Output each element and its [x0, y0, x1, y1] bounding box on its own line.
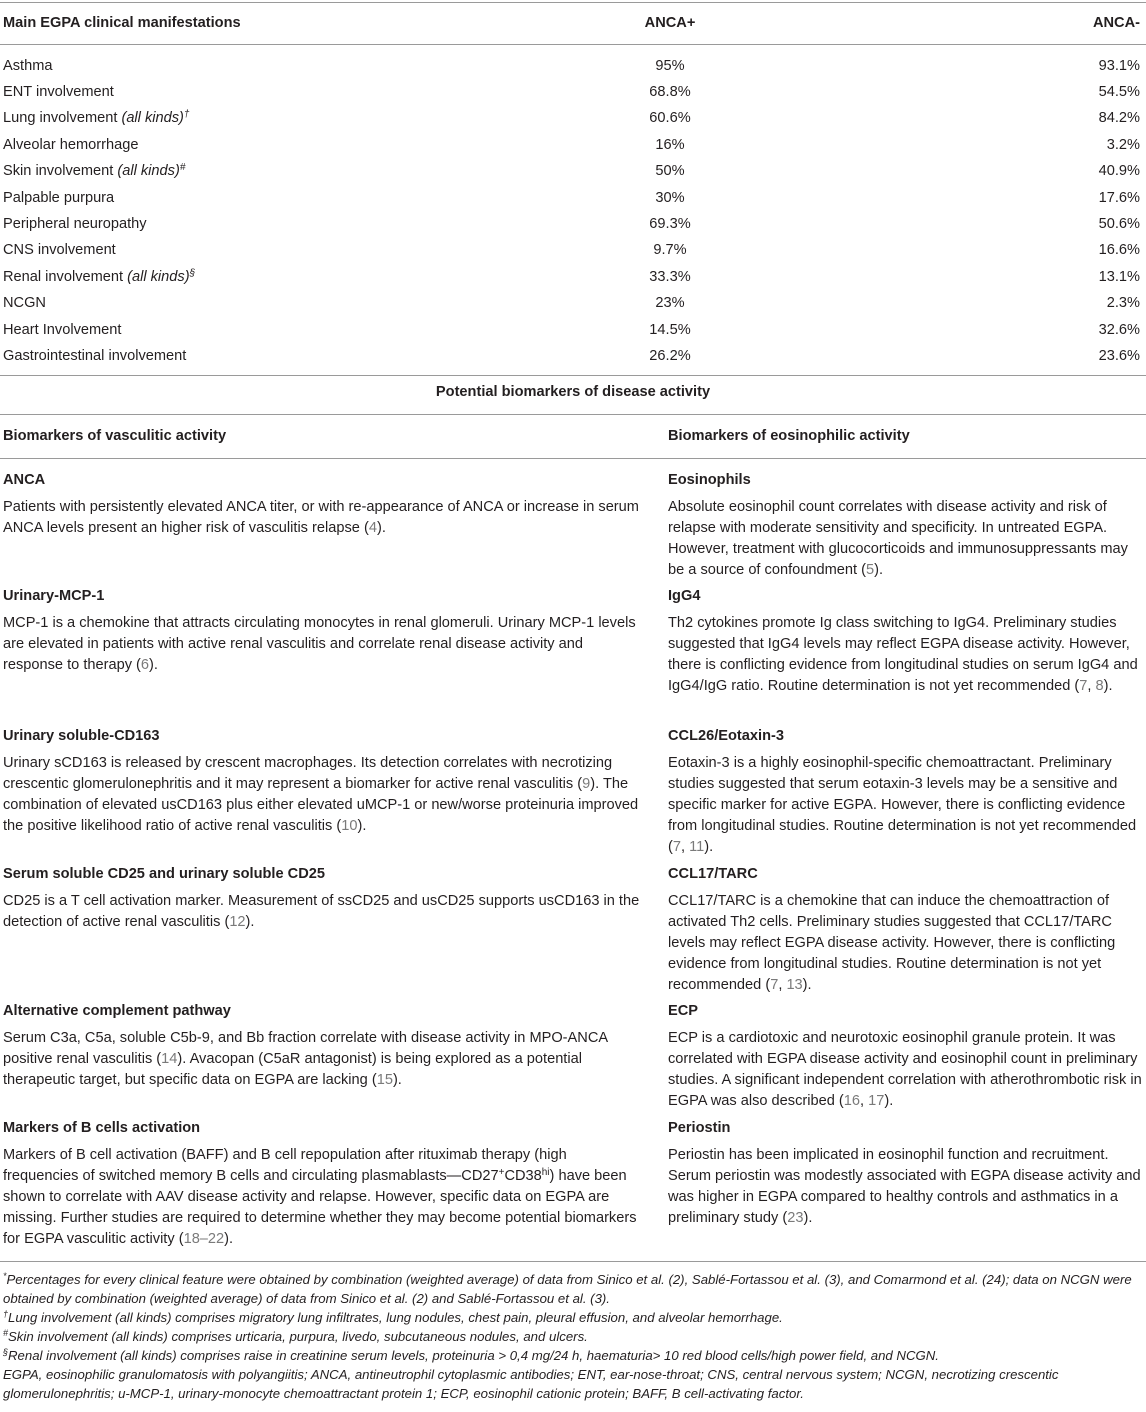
manifestation-label: NCGN — [3, 295, 46, 311]
manifestation-label: Skin involvement (all kinds)# — [3, 162, 186, 179]
anca-positive-value: 69.3% — [649, 216, 691, 232]
table-row — [0, 108, 1146, 134]
footnotes — [3, 1270, 1141, 1403]
biomarker-title: Alternative complement pathway — [3, 1003, 231, 1019]
anca-negative-value: 16.6% — [1098, 242, 1140, 258]
anca-negative-value: 50.6% — [1098, 216, 1140, 232]
footnote-5: EGPA, eosinophilic granulomatosis with polyangiitis; ANCA, antineutrophil cytoplasmic antibodies; ENT, ear-nose-throat; CNS, central nervous system; NCGN, necrotizing crescentic glomerulonephritis; u-MCP-1, urinary-monocyte chemoattractant protein 1; ECP, eosinophil cationic protein; BAFF, B cell-activating factor. — [3, 1367, 1059, 1401]
biomarker-title: CCL17/TARC — [668, 866, 758, 882]
biomarker-title: IgG4 — [668, 588, 701, 604]
section-rule — [0, 375, 1146, 376]
table-row — [0, 240, 1146, 266]
table-row — [0, 293, 1146, 319]
biomarker-title: Urinary-MCP-1 — [3, 588, 105, 604]
biomarker-description: Eotaxin-3 is a highly eosinophil-specific chemoattractant. Preliminary studies suggested that serum eotaxin-3 levels may be a sensitive and specific marker for active EGPA. However, there is conflicting evidence from longitudinal studies. Routine determination is not yet recommended (7, 11). — [668, 755, 1137, 855]
biomarker-description: Th2 cytokines promote Ig class switching to IgG4. Preliminary studies suggested that IgG4 levels may reflect EGPA disease activity. However, there is conflicting evidence from longitudinal studies on serum IgG4 and IgG4/IgG ratio. Routine determination is not yet recommended (7, 8). — [668, 615, 1138, 694]
vasculitic-biomarker — [3, 470, 643, 539]
anca-negative-value: 32.6% — [1098, 322, 1140, 338]
header-anca-negative: ANCA- — [1092, 15, 1140, 31]
biomarker-description: ECP is a cardiotoxic and neurotoxic eosinophil granule protein. It was correlated with EGPA disease activity and eosinophil count in preliminary studies. A significant independent correlation with atherothrombotic risk in EGPA was also described (16, 17). — [668, 1030, 1142, 1109]
footnote-rule — [0, 1261, 1146, 1262]
biomarker-title: CCL26/Eotaxin-3 — [668, 728, 784, 744]
anca-positive-value: 16% — [655, 137, 685, 153]
table-row — [0, 135, 1146, 161]
biomarker-description: Urinary sCD163 is released by crescent macrophages. Its detection correlates with necrotizing crescentic glomerulonephritis and it may represent a biomarker for active renal vasculitis (9). The combination of elevated usCD163 plus either elevated uMCP-1 or new/worse proteinuria improved the positive likelihood ratio of active renal vasculitis (10). — [3, 755, 639, 834]
table-row — [0, 320, 1146, 346]
biomarker-description: CCL17/TARC is a chemokine that can induce the chemoattraction of activated Th2 cells. Preliminary studies suggested that CCL17/TARC levels may reflect EGPA disease activity. However, there is conflicting evidence from longitudinal studies. Routine determination is not yet recommended (7, 13). — [668, 893, 1116, 993]
vasculitic-header: Biomarkers of vasculitic activity — [3, 428, 227, 444]
footnote-2: †Lung involvement (all kinds) comprises migratory lung infiltrates, lung nodules, chest pain, pleural effusion, and alveolar hemorrhage. — [3, 1309, 783, 1325]
anca-negative-value: 54.5% — [1098, 84, 1140, 100]
manifestation-label: Alveolar hemorrhage — [3, 137, 139, 153]
vasculitic-biomarker — [3, 1118, 643, 1250]
header-manifestations: Main EGPA clinical manifestations — [3, 15, 241, 31]
biomarker-title: Periostin — [668, 1120, 731, 1136]
biomarker-title: Serum soluble CD25 and urinary soluble CD25 — [3, 866, 325, 882]
anca-positive-value: 26.2% — [649, 348, 691, 364]
biomarker-description: MCP-1 is a chemokine that attracts circulating monocytes in renal glomeruli. Urinary MCP-1 levels are elevated in patients with active renal vasculitis and correlate renal disease activity and response to therapy (6). — [3, 615, 636, 673]
footnote-3: #Skin involvement (all kinds) comprises urticaria, purpura, livedo, subcutaneous nodules, and ulcers. — [3, 1328, 588, 1344]
anca-negative-value: 93.1% — [1098, 58, 1140, 74]
anca-positive-value: 14.5% — [649, 322, 691, 338]
anca-negative-value: 13.1% — [1098, 269, 1140, 285]
table-row — [0, 161, 1146, 187]
table-row — [0, 188, 1146, 214]
header-rule — [0, 44, 1146, 45]
biomarker-header-rule — [0, 458, 1146, 459]
biomarker-description: Serum C3a, C5a, soluble C5b-9, and Bb fraction correlate with disease activity in MPO-ANCA positive renal vasculitis (14). Avacopan (C5aR antagonist) is being explored as a potential therapeutic target, but specific data on EGPA are lacking (15). — [3, 1030, 608, 1088]
anca-positive-value: 95% — [655, 58, 685, 74]
biomarker-title: ANCA — [3, 472, 46, 488]
manifestation-label: Renal involvement (all kinds)§ — [3, 268, 196, 285]
eosinophilic-biomarker — [668, 1001, 1142, 1112]
eosinophilic-biomarker — [668, 726, 1142, 858]
manifestation-label: Lung involvement (all kinds)† — [3, 109, 190, 126]
vasculitic-biomarker — [3, 1001, 643, 1091]
biomarker-title: Urinary soluble-CD163 — [3, 728, 160, 744]
biomarker-description: Absolute eosinophil count correlates with disease activity and risk of relapse with moderate sensitivity and specificity. In untreated EGPA. However, treatment with glucocorticoids and immunosuppressants may be a source of confoundment (5). — [668, 499, 1128, 578]
footnote-4: §Renal involvement (all kinds) comprises raise in creatinine serum levels, proteinuria > 0,4 mg/24 h, haematuria> 10 red blood cells/high power field, and NCGN. — [3, 1347, 939, 1363]
table-row — [0, 214, 1146, 240]
vasculitic-biomarker — [3, 586, 643, 676]
anca-negative-value: 17.6% — [1098, 190, 1140, 206]
top-rule — [0, 2, 1146, 3]
table-row — [0, 267, 1146, 293]
table-row — [0, 346, 1146, 372]
manifestation-label: ENT involvement — [3, 84, 114, 100]
anca-positive-value: 68.8% — [649, 84, 691, 100]
biomarker-description: Periostin has been implicated in eosinophil function and recruitment. Serum periostin was modestly associated with EGPA disease activity and was higher in EGPA compared to healthy controls and asthmatics in a preliminary study (23). — [668, 1147, 1141, 1226]
biomarker-description: CD25 is a T cell activation marker. Measurement of ssCD25 and usCD25 supports usCD163 in the detection of active renal vasculitis (12). — [3, 893, 640, 930]
table-row — [0, 82, 1146, 108]
anca-positive-value: 30% — [655, 190, 685, 206]
vasculitic-biomarker — [3, 864, 643, 933]
eosinophilic-biomarker — [668, 470, 1142, 581]
manifestation-label: Peripheral neuropathy — [3, 216, 147, 232]
eosinophilic-biomarker — [668, 1118, 1142, 1229]
anca-negative-value: 23.6% — [1098, 348, 1140, 364]
anca-negative-value: 3.2% — [1106, 137, 1140, 153]
header-anca-positive: ANCA+ — [644, 15, 696, 31]
manifestation-label: Palpable purpura — [3, 190, 115, 206]
anca-negative-value: 2.3% — [1106, 295, 1140, 311]
eosinophilic-biomarker — [668, 586, 1142, 697]
biomarker-header-top-rule — [0, 414, 1146, 415]
biomarker-title: Eosinophils — [668, 472, 751, 488]
manifestation-label: Gastrointestinal involvement — [3, 348, 187, 364]
biomarker-title: Markers of B cells activation — [3, 1120, 201, 1136]
biomarker-title: ECP — [668, 1003, 699, 1019]
biomarkers-title: Potential biomarkers of disease activity — [435, 384, 711, 400]
manifestation-label: Heart Involvement — [3, 322, 122, 338]
table-row — [0, 56, 1146, 82]
anca-positive-value: 23% — [655, 295, 685, 311]
anca-positive-value: 50% — [655, 163, 685, 179]
eosinophilic-biomarker — [668, 864, 1142, 996]
anca-negative-value: 84.2% — [1098, 110, 1140, 126]
manifestation-label: Asthma — [3, 58, 53, 74]
eosinophilic-header: Biomarkers of eosinophilic activity — [668, 428, 910, 444]
footnote-1: *Percentages for every clinical feature were obtained by combination (weighted average) of data from Sinico et al. (2), Sablé-Fortassou et al. (3), and Comarmond et al. (24); data on NCGN were obtained by combination (weighted average) of data from Sinico et al. (2) and Sablé-Fortassou et al. (3). — [3, 1271, 1132, 1306]
anca-positive-value: 9.7% — [653, 242, 687, 258]
anca-negative-value: 40.9% — [1098, 163, 1140, 179]
biomarker-description: Markers of B cell activation (BAFF) and B cell repopulation after rituximab therapy (high frequencies of switched memory B cells and circulating $plasmablasts—CD27^+CD38^{hi}$) have been shown to correlate with AAV disease activity and relapse. However, specific data on EGPA are missing. Further studies are required to determine whether they may become potential biomarkers for EGPA vasculitic activity (18–22). — [3, 1147, 637, 1247]
biomarker-description: Patients with persistently elevated ANCA titer, or with re-appearance of ANCA or increase in serum ANCA levels present an higher risk of vasculitis relapse (4). — [3, 499, 639, 536]
anca-positive-value: 60.6% — [649, 110, 691, 126]
manifestation-label: CNS involvement — [3, 242, 116, 258]
anca-positive-value: 33.3% — [649, 269, 691, 285]
vasculitic-biomarker — [3, 726, 643, 837]
